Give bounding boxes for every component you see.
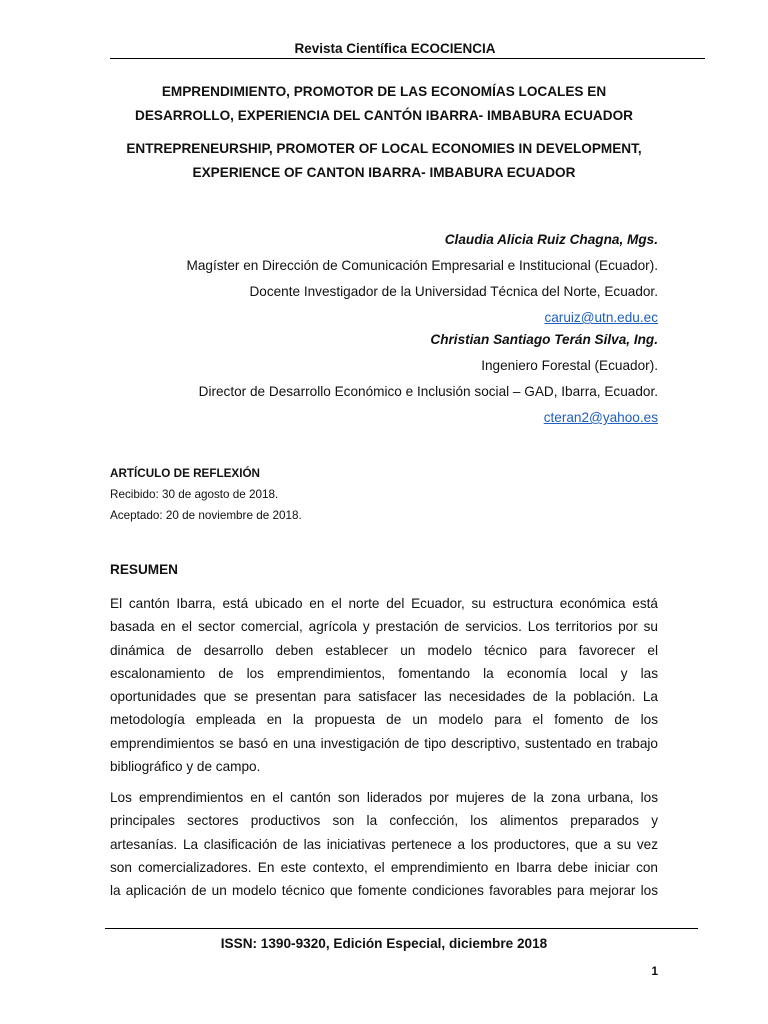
paragraph-line: Los emprendimientos en el cantón son liderados por mujeres de la zona urbana, los <box>110 790 658 805</box>
title-spanish <box>110 80 658 128</box>
title-english-line: EXPERIENCE OF CANTON IBARRA- IMBABURA ECUADOR <box>192 165 576 180</box>
title-spanish-line: DESARROLLO, EXPERIENCIA DEL CANTÓN IBARRA- IMBABURA ECUADOR <box>135 108 633 123</box>
article-kind: ARTÍCULO DE REFLEXIÓN <box>110 467 260 480</box>
header-divider <box>110 58 705 59</box>
accepted-date: Aceptado: 20 de noviembre de 2018. <box>110 509 302 522</box>
paragraph-line: principales sectores productivos son la confección, los alimentos preparados y <box>110 813 658 829</box>
paragraph-line: escalonamiento de los emprendimientos, fomentando la economía local y las <box>110 665 658 681</box>
author-block-1 <box>110 227 658 331</box>
abstract-heading: RESUMEN <box>110 562 178 577</box>
author-affiliation: Magíster en Dirección de Comunicación Empresarial e Institucional (Ecuador). <box>186 258 658 273</box>
author-email-link[interactable]: caruiz@utn.edu.ec <box>544 310 658 325</box>
author-block-2 <box>110 327 658 431</box>
journal-header: Revista Científica ECOCIENCIA <box>294 41 496 56</box>
footer-issn: ISSN: 1390-9320, Edición Especial, diciembre 2018 <box>220 936 548 951</box>
abstract-paragraph-1 <box>110 592 658 778</box>
received-date: Recibido: 30 de agosto de 2018. <box>110 488 279 501</box>
article-meta <box>110 463 658 526</box>
title-english-line: ENTREPRENEURSHIP, PROMOTER OF LOCAL ECONOMIES IN DEVELOPMENT, <box>126 141 642 156</box>
paragraph-line: oportunidades que se presentan para satisfacer las necesidades de la población. La <box>110 689 658 705</box>
author-email-link[interactable]: cteran2@yahoo.es <box>543 410 658 425</box>
paragraph-line: artesanías. La clasificación de las iniciativas pertenece a los productores, que a su vez <box>110 836 658 852</box>
paragraph-line: El cantón Ibarra, está ubicado en el norte del Ecuador, su estructura económica está <box>110 596 658 611</box>
paragraph-line: dinámica de desarrollo deben establecer un modelo técnico para favorecer el <box>110 642 658 658</box>
title-english <box>110 137 658 185</box>
paragraph-line: emprendimientos se basó en una investigación de tipo descriptivo, sustentado en trabajo <box>110 735 658 751</box>
author-affiliation: Docente Investigador de la Universidad Técnica del Norte, Ecuador. <box>249 284 658 299</box>
paragraph-line: basada en el sector comercial, agrícola y prestación de servicios. Los territorios por su <box>110 619 658 635</box>
author-affiliation: Director de Desarrollo Económico e Inclusión social – GAD, Ibarra, Ecuador. <box>198 384 658 399</box>
paragraph-line: bibliográfico y de campo. <box>110 759 261 775</box>
title-spanish-line: EMPRENDIMIENTO, PROMOTOR DE LAS ECONOMÍAS LOCALES EN <box>161 84 607 99</box>
paragraph-line: la aplicación de un modelo técnico que fomente condiciones favorables para mejorar los <box>110 883 658 899</box>
page-number: 1 <box>651 964 658 978</box>
author-affiliation: Ingeniero Forestal (Ecuador). <box>481 358 658 373</box>
paragraph-line: son comercializadores. En este contexto, el emprendimiento en Ibarra debe iniciar con <box>110 859 658 875</box>
paragraph-line: metodología empleada en la propuesta de un modelo para el fomento de los <box>110 712 658 728</box>
author-name: Claudia Alicia Ruiz Chagna, Mgs. <box>444 232 658 247</box>
footer-divider <box>105 928 698 929</box>
author-name: Christian Santiago Terán Silva, Ing. <box>430 332 658 347</box>
abstract-paragraph-2 <box>110 786 658 902</box>
